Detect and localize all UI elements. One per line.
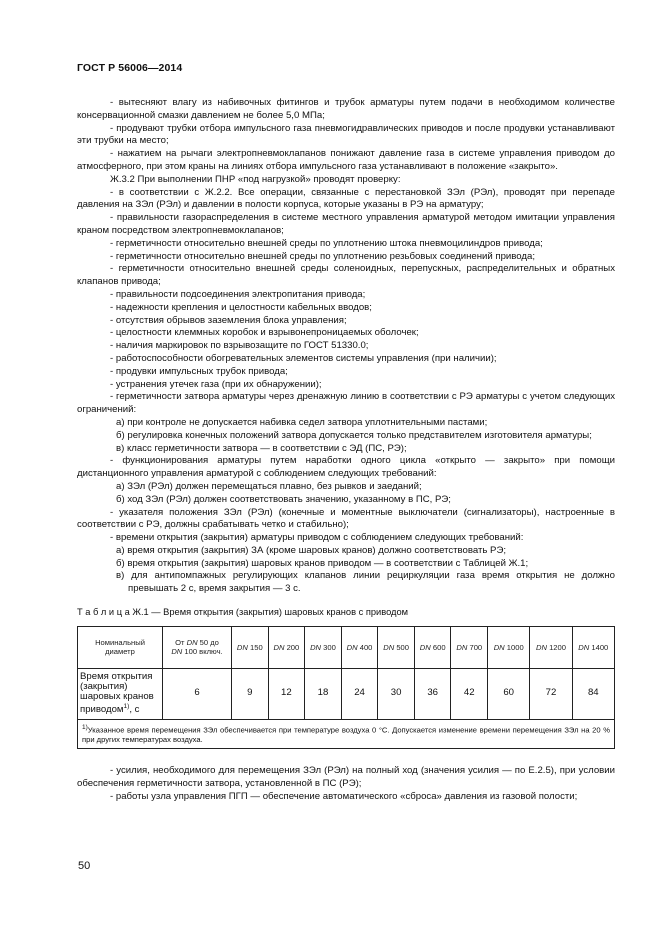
header-text: 200 xyxy=(286,642,300,652)
header-text: DN xyxy=(535,642,547,652)
header-text: DN xyxy=(171,647,183,657)
table-cell: 60 xyxy=(488,668,530,719)
paragraph: - в соответствии с Ж.2.2. Все операции, связанные с перестановкой ЗЭл (РЭл), проводят при перепаде давления на ЗЭл (РЭл) и давлении в полости корпуса, которые указаны в РЭ на арматуру; xyxy=(77,186,615,211)
body-text xyxy=(77,97,615,804)
table-cell: 84 xyxy=(572,668,614,719)
list-item: а) время открытия (закрытия) ЗА (кроме шаровых кранов) должно соответствовать РЭ; xyxy=(116,544,507,556)
list-item: в) класс герметичности затвора — в соответствии с ЭД (ПС, РЭ); xyxy=(116,442,407,454)
post-table-text xyxy=(77,765,615,803)
header-text: DN xyxy=(383,642,395,652)
table-header-cell xyxy=(268,626,305,668)
document-header: ГОСТ Р 56006—2014 xyxy=(77,62,183,74)
header-text: DN xyxy=(456,642,468,652)
footnote-text: Указанное время перемещения ЗЭл обеспечивается при температуре воздуха 0 °С. Допускается изменение времени перемещения ЗЭл на 20 % при других температурах воздуха. xyxy=(82,725,610,745)
header-text: 300 xyxy=(323,642,336,652)
table-caption: Т а б л и ц а Ж.1 — Время открытия (закрытия) шаровых кранов с приводом xyxy=(77,607,409,618)
table-header-cell xyxy=(488,626,530,668)
list-item: б) регулировка конечных положений затвора допускается только представителем изготовителя арматуры; xyxy=(116,429,592,441)
header-text: 1400 xyxy=(591,642,609,652)
table-header-cell xyxy=(378,626,415,668)
row-unit: , с xyxy=(129,704,140,716)
table-header-cell xyxy=(305,626,342,668)
table-cell: 12 xyxy=(268,668,305,719)
list-item: б) время открытия (закрытия) шаровых кранов приводом — в соответствии с Таблицей Ж.1; xyxy=(116,557,529,569)
table-row-header xyxy=(78,668,163,719)
header-text: DN xyxy=(493,642,505,652)
paragraph: - функционирования арматуры путем наработки одного цикла «открыто — закрыто» при помощи дистанционного управления арматурой с соблюдением следующих требований: xyxy=(77,455,615,480)
table-cell: 6 xyxy=(163,668,232,719)
paragraph: - правильности газораспределения в системе местного управления арматурой методом имитации управления краном посредством электропневмоклапанов; xyxy=(77,212,615,236)
list-item: а) ЗЭл (РЭл) должен перемещаться плавно, без рывков и заеданий; xyxy=(116,480,422,492)
list-item: б) ход ЗЭл (РЭл) должен соответствовать значению, указанному в ПС, РЭ; xyxy=(116,493,451,505)
section-heading: Ж.3.2 При выполнении ПНР «под нагрузкой» проводят проверку: xyxy=(110,173,401,185)
paragraph: - работоспособности обогревательных элементов системы управления (при наличии); xyxy=(110,352,497,364)
table-cell: 36 xyxy=(414,668,451,719)
table-header-cell: Номинальный диаметр xyxy=(78,626,163,668)
table-cell: 9 xyxy=(232,668,269,719)
paragraph: - герметичности относительно внешней среды соленоидных, перепускных, распределительных и обратных клапанов привода; xyxy=(77,263,615,288)
header-text: 600 xyxy=(432,642,446,652)
paragraph: - продувают трубки отбора импульсного газа пневмогидравлических приводов и после продувки устанавливают эти трубки на место; xyxy=(77,122,615,147)
table-cell: 42 xyxy=(451,668,488,719)
paragraph: - отсутствия обрывов заземления блока управления; xyxy=(110,314,347,326)
table-header-cell xyxy=(163,626,232,668)
table-header-cell xyxy=(414,626,451,668)
header-text: DN xyxy=(236,642,248,652)
paragraph: - надежности крепления и целостности кабельных вводов; xyxy=(110,301,372,313)
header-text: DN xyxy=(273,642,285,652)
table-header-cell xyxy=(341,626,378,668)
table-header-cell xyxy=(572,626,614,668)
header-text: DN xyxy=(419,642,431,652)
table-cell: 30 xyxy=(378,668,415,719)
header-text: DN xyxy=(578,642,590,652)
table-header-cell xyxy=(451,626,488,668)
header-text: 400 xyxy=(359,642,373,652)
data-table xyxy=(77,626,615,750)
header-text: 1200 xyxy=(549,642,566,652)
header-text: 500 xyxy=(396,642,409,652)
table-footnote-row xyxy=(78,719,615,749)
paragraph: - нажатием на рычаги электропневмоклапанов понижают давление газа в системе управления приводом до атмосферного, при этом краны на линиях отбора импульсного газа устанавливают в положение «закрыто». xyxy=(77,148,615,172)
paragraph: - герметичности относительно внешней среды по уплотнению штока пневмоцилиндров привода; xyxy=(110,237,543,249)
table-cell: 24 xyxy=(341,668,378,719)
paragraph: - вытесняют влагу из набивочных фитингов и трубок арматуры путем подачи в необходимом количестве консервационной смазки давлением не более 5,0 МПа; xyxy=(77,97,615,121)
table-header-row xyxy=(78,626,615,668)
paragraph: - указателя положения ЗЭл (РЭл) (конечные и моментные выключатели (сигнализаторы), настроенные в соответствии с РЭ, должны срабатывать четко и стабильно); xyxy=(77,506,615,531)
table-cell: 18 xyxy=(305,668,342,719)
table-cell: 72 xyxy=(530,668,572,719)
paragraph: - времени открытия (закрытия) арматуры приводом с соблюдением следующих требований: xyxy=(110,532,524,544)
header-text: 700 xyxy=(469,642,483,652)
header-text: DN xyxy=(310,642,322,652)
header-text: От xyxy=(175,637,187,647)
paragraph: - усилия, необходимого для перемещения ЗЭл (РЭл) на полный ход (значения усилия — по Е.2.5), при условии обеспечения герметичности затвора, установленной в ПС (РЭ); xyxy=(77,765,615,790)
footnote-mark: 1) xyxy=(123,703,130,711)
list-item: в) для антипомпажных регулирующих клапанов линии рециркуляции газа время открытия не должно превышать 2 с, время закрытия — 3 с. xyxy=(116,570,615,595)
paragraph: - наличия маркировок по взрывозащите по ГОСТ 51330.0; xyxy=(110,340,369,352)
page-number: 50 xyxy=(78,860,91,872)
paragraph: - герметичности относительно внешней среды по уплотнению резьбовых соединений привода; xyxy=(110,250,535,262)
list-item: а) при контроле не допускается набивка седел затвора уплотнительными пастами; xyxy=(116,416,488,428)
row-label: Время открытия (закрытия) шаровых кранов приводом xyxy=(80,670,154,716)
paragraph: - продувки импульсных трубок привода; xyxy=(110,365,288,377)
header-text: 1000 xyxy=(506,642,524,652)
table-header-cell xyxy=(530,626,572,668)
paragraph: - целостности клеммных коробок и взрывонепроницаемых оболочек; xyxy=(110,327,419,339)
header-text: 150 xyxy=(250,642,263,652)
table-row xyxy=(78,668,615,719)
paragraph: - работы узла управления ПГП — обеспечение автоматического «сброса» давления из газовой полости; xyxy=(110,791,578,802)
header-text: 100 включ. xyxy=(182,647,223,657)
paragraph: - устранения утечек газа (при их обнаружении); xyxy=(110,378,322,390)
header-text: DN xyxy=(346,642,358,652)
header-text: 50 до xyxy=(197,637,219,647)
paragraph: - герметичности затвора арматуры через дренажную линию в соответствии с РЭ арматуры с учетом следующих ограничений: xyxy=(77,391,615,416)
table-footnote xyxy=(78,719,615,749)
footnote-mark: 1) xyxy=(82,723,88,731)
paragraph: - правильности подсоединения электропитания привода; xyxy=(110,288,366,300)
table-header-cell xyxy=(232,626,269,668)
header-text: DN xyxy=(186,637,198,647)
